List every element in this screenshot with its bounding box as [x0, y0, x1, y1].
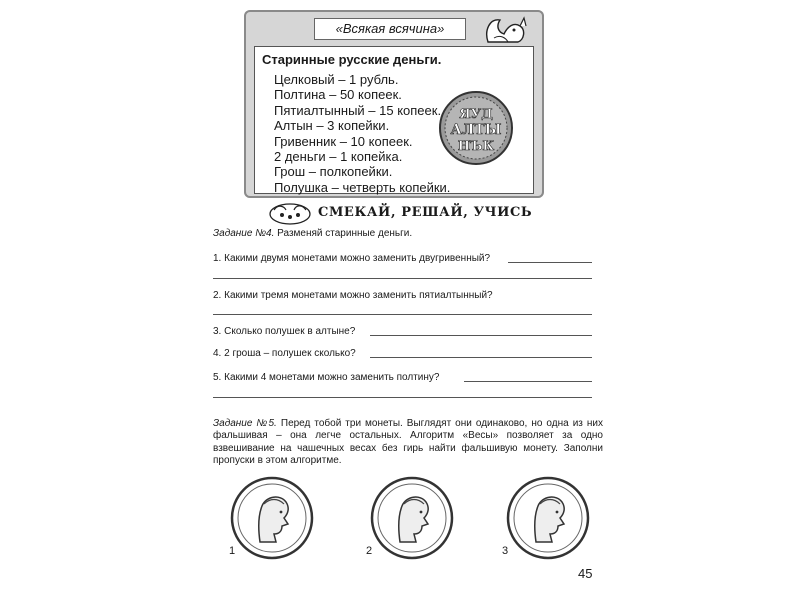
answer-line[interactable]: [370, 335, 592, 336]
list-item: Полтина – 50 копеек.: [274, 87, 402, 103]
task4-question-2: 2. Какими тремя монетами можно заменить пятиалтынный?: [213, 290, 493, 301]
task5-paragraph: [213, 418, 603, 467]
coin-text-line: АЛТЫ: [450, 122, 502, 138]
answer-line[interactable]: [213, 314, 592, 315]
task4-label: Задание №4.: [213, 228, 275, 239]
section-title: СМЕКАЙ, РЕШАЙ, УЧИСЬ: [318, 205, 533, 220]
task4-text: Разменяй старинные деньги.: [277, 228, 413, 239]
list-item: Полушка – четверть копейки.: [274, 179, 451, 195]
answer-line[interactable]: [213, 278, 592, 279]
info-box-title: Старинные русские деньги.: [262, 52, 442, 67]
answer-line[interactable]: [370, 357, 592, 358]
task5-text: Перед тобой три монеты. Выглядят они одинаково, но одна из них фальшивая – она легче остальных. Алгоритм «Весы» позволяет за одно взвешивание на чашечных весах без гирь найти фальшивую монету. Заполни пропуски в этом алгоритме.: [213, 418, 603, 466]
coin-number: 1: [229, 545, 236, 557]
page-number: 45: [578, 566, 593, 581]
coin-number: 3: [502, 545, 509, 557]
list-item: Гривенник – 10 копеек.: [274, 133, 413, 149]
list-item: Пятиалтынный – 15 копеек.: [274, 102, 442, 118]
coin-image: [370, 476, 454, 560]
coin-text-line: НЪК: [457, 139, 495, 154]
list-item: Грош – полкопейки.: [274, 164, 393, 180]
coin-image: [230, 476, 314, 560]
altyn-coin-image: [438, 90, 514, 166]
list-item: 2 деньги – 1 копейка.: [274, 149, 403, 165]
task4-question-4: 4. 2 гроша – полушек сколько?: [213, 348, 356, 359]
list-item: Целковый – 1 рубль.: [274, 72, 399, 87]
squirrel-illustration: [480, 12, 534, 46]
answer-line[interactable]: [508, 262, 592, 263]
info-box: [244, 10, 544, 198]
coin-number: 2: [366, 545, 373, 557]
coin-text-line: ЯУД: [459, 107, 493, 122]
task4-question-3: 3. Сколько полушек в алтыне?: [213, 326, 356, 337]
old-money-list: [274, 72, 450, 195]
task5-label: Задание №5.: [213, 418, 277, 429]
info-box-banner: «Всякая всячина»: [314, 18, 466, 40]
task4-question-5: 5. Какими 4 монетами можно заменить полтину?: [213, 372, 440, 383]
list-item: Алтын – 3 копейки.: [274, 118, 390, 134]
coin-image: [506, 476, 590, 560]
section-icon: [268, 200, 312, 226]
task4-heading: [213, 228, 412, 239]
answer-line[interactable]: [464, 381, 592, 382]
answer-line[interactable]: [213, 397, 592, 398]
task4-question-1: 1. Какими двумя монетами можно заменить двугривенный?: [213, 253, 491, 264]
